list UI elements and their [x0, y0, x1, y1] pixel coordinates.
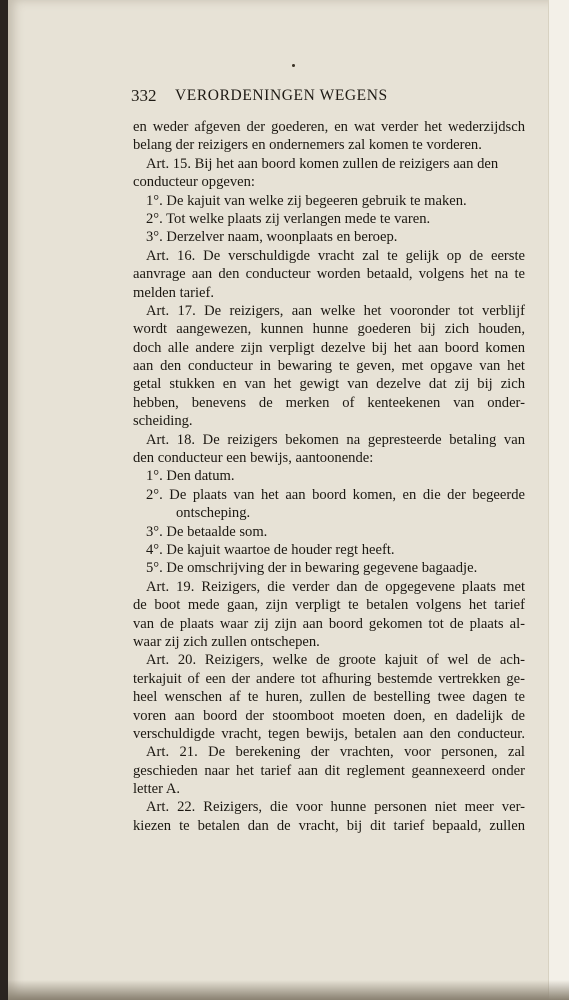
text-line: en weder afgeven der goederen, en wat verder het wederzijdsch	[133, 119, 525, 135]
text-line: Art. 19. Reizigers, die verder dan de opgegevene plaats met	[146, 578, 525, 595]
text-line: den conducteur een bewijs, aantoonende:	[133, 450, 374, 467]
text-line: Art. 20. Reizigers, welke de groote kajuit of wel de ach-	[146, 652, 525, 669]
text-line: geschieden naar het tarief aan dit reglement geannexeerd onder	[133, 762, 525, 779]
text-line: van de plaats waar zij zijn aan boord gekomen tot de plaats al-	[133, 615, 525, 632]
page-edge	[548, 0, 569, 1000]
text-line: 1°. Den datum.	[146, 468, 235, 485]
text-line: terkajuit of een der andere tot afhuring bestemde vertrekken ge-	[133, 670, 525, 687]
text-line: conducteur opgeven:	[133, 174, 255, 191]
text-line: heel wenschen af te huren, zullen de bestelling twee dagen te	[133, 689, 525, 706]
text-line: hebben, benevens de merken of kenteekenen van onder-	[133, 394, 525, 411]
text-line: melden tarief.	[133, 284, 215, 301]
text-line: 3°. Derzelver naam, woonplaats en beroep.	[146, 229, 398, 246]
text-line: 4°. De kajuit waartoe de houder regt heeft.	[146, 541, 395, 558]
text-line: Art. 22. Reizigers, die voor hunne personen niet meer ver-	[146, 799, 525, 816]
text-line: kiezen te betalen dan de vracht, bij dit tarief bepaald, zullen	[133, 817, 525, 834]
text-line: aan den conducteur in bewaring te geven, met opgave van het	[133, 358, 525, 375]
text-line: wordt aangewezen, kunnen hunne goederen bij zich houden,	[133, 321, 525, 338]
page-bottom-shadow	[8, 980, 569, 1000]
running-title: VERORDENINGEN WEGENS	[175, 87, 388, 104]
text-line: Art. 15. Bij het aan boord komen zullen de reizigers aan den	[146, 155, 499, 172]
text-line: verschuldigde vracht, tegen bewijs, betalen aan den conducteur.	[133, 725, 525, 742]
text-line: doch alle andere zijn verpligt dezelve bij het aan boord komen	[133, 339, 525, 356]
text-line: Art. 18. De reizigers bekomen na gepresteerde betaling van	[146, 431, 525, 448]
printer-mark	[292, 64, 295, 67]
text-line: ontscheping.	[176, 505, 251, 522]
text-line: 3°. De betaalde som.	[146, 523, 268, 540]
text-line: 2°. De plaats van het aan boord komen, en die der begeerde	[146, 486, 525, 503]
page-number: 332	[131, 86, 157, 105]
page-header	[131, 84, 441, 110]
text-line: 5°. De omschrijving der in bewaring gegevene bagaadje.	[146, 560, 478, 577]
text-line: voren aan boord der stoomboot moeten doen, en dadelijk de	[133, 707, 525, 724]
text-line: letter A.	[133, 781, 181, 798]
text-line: Art. 21. De berekening der vrachten, voor personen, zal	[146, 744, 525, 761]
text-line: Art. 16. De verschuldigde vracht zal te gelijk op de eerste	[146, 247, 525, 264]
text-line: scheiding.	[133, 413, 193, 430]
text-line: 2°. Tot welke plaats zij verlangen mede te varen.	[146, 210, 431, 227]
text-line: Art. 17. De reizigers, aan welke het vooronder tot verblijf	[146, 302, 525, 319]
text-line: belang der reizigers en ondernemers zal komen te vorderen.	[133, 137, 482, 154]
text-line: 1°. De kajuit van welke zij begeeren gebruik te maken.	[146, 192, 467, 209]
text-line: de boot mede gaan, zijn verpligt te betalen volgens het tarief	[133, 597, 525, 614]
body-text	[133, 118, 525, 835]
text-line: waar zij zich zullen ontschepen.	[133, 633, 320, 650]
text-line: getal stukken en van het gewigt van dezelve dat zij bij zich	[133, 376, 525, 393]
text-line: aanvrage aan den conducteur worden betaald, volgens het na te	[133, 266, 525, 283]
